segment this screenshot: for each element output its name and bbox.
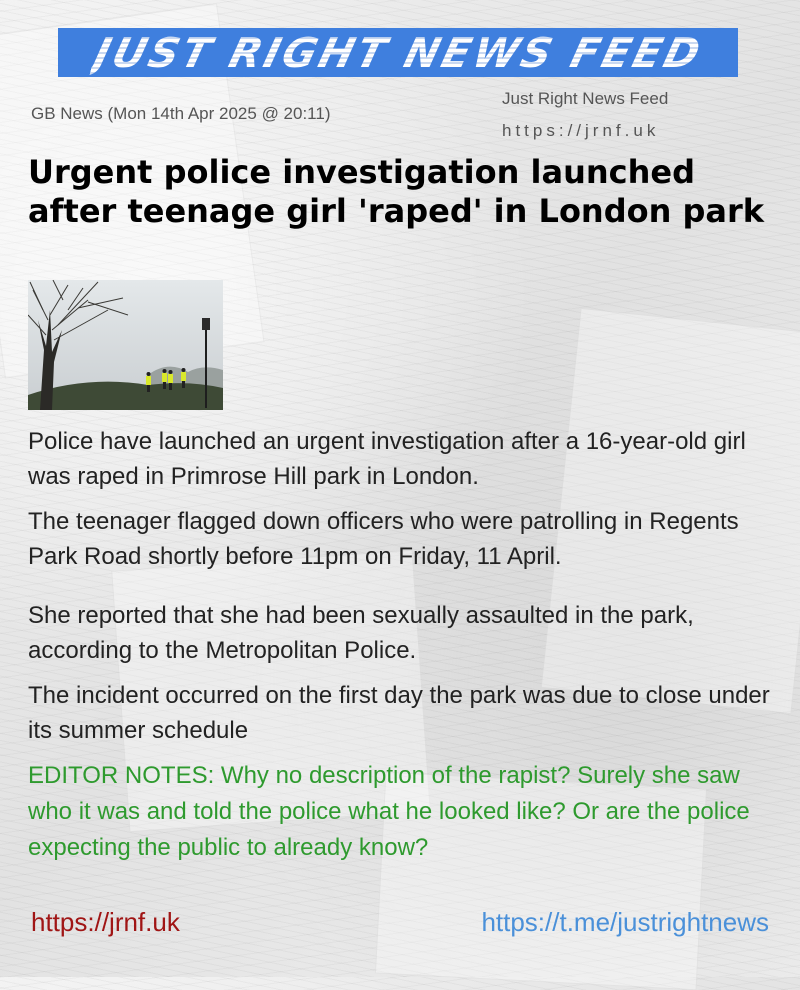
article-paragraph: Police have launched an urgent investigation after a 16-year-old girl was raped in Primrose Hill park in London. (28, 428, 746, 490)
article-body (28, 424, 773, 866)
footer-site-link[interactable]: https://jrnf.uk (31, 907, 180, 937)
source-line: GB News (Mon 14th Apr 2025 @ 20:11) (31, 104, 331, 123)
article-paragraph: The teenager flagged down officers who were patrolling in Regents Park Road shortly before 11pm on Friday, 11 April. (28, 508, 739, 570)
site-name: Just Right News Feed (502, 89, 669, 108)
article-photo (28, 280, 223, 410)
headline: Urgent police investigation launched after teenage girl 'raped' in London park (28, 153, 765, 230)
article-paragraph: The incident occurred on the first day the park was due to close under its summer schedule (28, 682, 770, 744)
editor-notes: EDITOR NOTES: Why no description of the rapist? Surely she saw who it was and told the police what he looked like? Or are the police expecting the public to already know? (28, 762, 750, 861)
site-url: https://jrnf.uk (502, 121, 660, 140)
banner-title: JUST RIGHT NEWS FEED (88, 28, 708, 77)
article-paragraph: She reported that she had been sexually assaulted in the park, according to the Metropolitan Police. (28, 602, 694, 664)
footer-telegram-link[interactable]: https://t.me/justrightnews (481, 907, 769, 937)
banner (58, 28, 738, 77)
